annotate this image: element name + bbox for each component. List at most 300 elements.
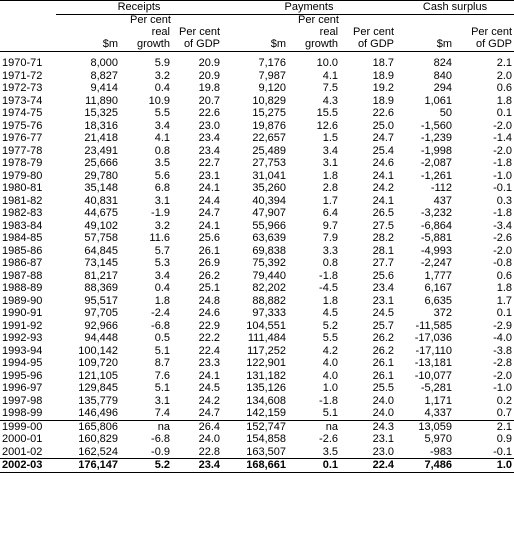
value-cell: 3.2 [154,219,170,232]
table-row [0,270,514,283]
value-cell: 5.1 [154,382,170,394]
value-cell: 1,777 [424,269,453,282]
table-row [0,295,514,308]
value-cell: 1.8 [322,169,339,182]
value-cell: 4.5 [322,307,339,319]
value-cell: 20.7 [198,94,221,107]
value-cell: 23.0 [372,445,395,458]
table-row [0,307,514,320]
value-cell: 22.2 [198,332,221,344]
value-cell: 64,845 [84,244,118,257]
value-cell: 1.0 [322,382,339,394]
value-cell: -2.9 [493,319,513,332]
value-cell: 4.3 [322,94,339,107]
value-cell: 7,486 [396,459,454,473]
value-cell: -1.9 [151,207,170,219]
year-cell: 1989-90 [2,294,43,307]
value-cell: 0.4 [154,282,170,294]
year-cell: 1975-76 [2,119,43,132]
table-row [0,195,514,208]
year-cell: 1971-72 [2,69,43,82]
value-cell: 24.2 [372,182,395,194]
table-row [0,420,514,433]
value-cell: 24.7 [198,207,221,219]
value-cell: 24.1 [198,182,221,194]
value-cell: 1.8 [496,94,513,107]
value-cell: 24.7 [372,132,395,144]
value-cell: -1.4 [493,132,513,144]
value-cell: 24.2 [198,394,221,407]
value-cell: -2.0 [493,369,513,382]
value-cell: 0.6 [496,82,513,94]
value-cell: 25,489 [252,144,287,157]
value-cell: 7.5 [322,82,339,94]
value-cell: -1.0 [493,382,513,394]
value-cell: 24.1 [198,369,221,382]
value-cell: 134,608 [246,394,287,407]
value-cell: 2.0 [496,69,513,82]
value-cell: 88,882 [252,294,287,307]
value-cell: -0.1 [493,182,513,194]
value-cell: 0.8 [322,257,339,269]
year-cell: 1988-89 [2,282,43,294]
value-cell: 0.3 [496,194,513,207]
value-cell: 4.0 [322,357,339,369]
value-cell: 3.2 [154,69,170,82]
value-cell: 0.1 [496,307,513,319]
value-cell: 146,496 [78,407,118,419]
value-cell: -2.8 [493,357,513,369]
value-cell: 22.6 [372,107,395,119]
value-cell: -10,077 [414,369,453,382]
value-cell: 4,337 [424,407,453,419]
table-row [0,320,514,333]
value-cell: 23.4 [198,132,221,144]
header-sub-row-1 [0,15,514,27]
value-cell: 26.1 [198,244,221,257]
value-cell: 131,182 [246,369,287,382]
payments-real-label: real [319,25,339,38]
value-cell: 4.1 [322,69,339,82]
value-cell: 49,102 [84,219,118,232]
value-cell: -983 [429,445,453,458]
year-cell: 1976-77 [2,132,43,144]
value-cell: 840 [433,69,453,82]
table-row [0,207,514,220]
unit-payments-growth: growth [288,38,340,52]
value-cell: -17,036 [414,332,453,344]
value-cell: 6,635 [424,294,453,307]
value-cell: 23.3 [198,357,221,369]
value-cell: 437 [433,194,453,207]
value-cell: 23,491 [84,144,118,157]
value-cell: 26.5 [372,207,395,219]
value-cell: 9,414 [90,82,118,94]
value-cell: 27.7 [372,257,395,269]
value-cell: 24.1 [372,194,395,207]
value-cell: -2,247 [420,257,453,269]
value-cell: 5.5 [154,107,170,119]
value-cell: 0.8 [154,144,170,157]
value-cell: 25.5 [372,382,395,394]
value-cell: -1,998 [420,144,453,157]
value-cell: 1.5 [322,132,339,144]
value-cell: 40,831 [84,194,118,207]
value-cell: 15,275 [252,107,287,119]
unit-receipts-m: $m [56,38,120,52]
receipts-real-label: real [151,25,170,38]
value-cell: 22,657 [252,132,287,144]
value-cell: 6.4 [322,207,339,219]
value-cell: -2.4 [151,307,170,319]
value-cell: 5.1 [154,344,170,357]
value-cell: 3.1 [322,157,339,169]
value-cell: -4,993 [420,244,453,257]
value-cell: 15.5 [316,107,339,119]
table-row [0,120,514,133]
value-cell: -2.0 [493,119,513,132]
value-cell: 5.6 [154,169,170,182]
table-row [0,220,514,233]
table-row [0,170,514,183]
value-cell: 22.6 [198,107,221,119]
value-cell: -1.8 [493,207,513,219]
value-cell: 294 [433,82,453,94]
value-cell: 5.5 [322,332,339,344]
value-cell: 2.1 [496,57,513,69]
value-cell: 35,260 [252,182,287,194]
value-cell: 47,907 [252,207,287,219]
value-cell: 29,780 [84,169,118,182]
year-cell: 2001-02 [2,445,43,458]
unit-receipts-growth: growth [120,38,172,52]
payments-pct2-label: Per cent [353,25,395,38]
table-body-total [0,459,514,473]
value-cell: 3.1 [154,394,170,407]
table-row [0,382,514,395]
value-cell: 97,333 [252,307,287,319]
value-cell: 40,394 [252,194,287,207]
value-cell: 24.8 [198,294,221,307]
year-cell: 1997-98 [2,394,43,407]
year-cell: 1981-82 [2,194,43,207]
value-cell: 22.4 [340,459,396,473]
value-cell: 79,440 [252,269,287,282]
value-cell: 1.8 [154,294,170,307]
year-cell: 1987-88 [2,269,43,282]
value-cell: 4.1 [154,132,170,144]
value-cell: 18,316 [84,119,118,132]
year-cell: 2002-03 [0,459,56,473]
value-cell: -112 [430,182,453,194]
value-cell: 4.0 [322,369,339,382]
value-cell: -1,261 [420,169,453,182]
value-cell: 11,890 [85,94,118,107]
value-cell: 10.0 [316,57,339,69]
table-row [0,82,514,95]
unit-receipts-gdp: of GDP [172,38,222,52]
value-cell: 63,639 [252,232,287,244]
value-cell: -6.8 [151,319,170,332]
year-cell: 1970-71 [2,57,43,69]
value-cell: -0.9 [151,445,170,458]
value-cell: 23.1 [372,433,395,445]
value-cell: 3.5 [154,157,170,169]
value-cell: 8,000 [90,57,118,69]
value-cell: 88,369 [84,282,118,294]
value-cell: -5,881 [420,232,453,244]
value-cell: 1.7 [322,194,339,207]
value-cell: 7,176 [258,57,287,69]
value-cell: 26.9 [198,257,221,269]
table-body-recent [0,420,514,459]
value-cell: 20.9 [198,57,221,69]
value-cell: -1.8 [493,157,513,169]
value-cell: 94,448 [84,332,118,344]
value-cell: 95,517 [84,294,118,307]
value-cell: 3.4 [154,119,170,132]
value-cell: 22.4 [198,344,221,357]
value-cell: 26.4 [172,420,222,433]
value-cell: 824 [433,57,453,69]
value-cell: 81,217 [84,269,118,282]
header-payments: Payments [222,1,396,15]
unit-payments-gdp: of GDP [340,38,396,52]
value-cell: 7,987 [258,69,287,82]
value-cell: -6.8 [151,433,170,445]
value-cell: 69,838 [252,244,287,257]
year-cell: 1979-80 [2,169,43,182]
value-cell: 35,148 [84,182,118,194]
table-row [0,459,514,473]
table-row [0,407,514,420]
value-cell: 27,753 [252,157,287,169]
value-cell: 22.8 [198,445,221,458]
value-cell: 9,120 [258,82,287,94]
value-cell: 55,966 [252,219,287,232]
value-cell: 7.6 [154,369,170,382]
value-cell: -2,087 [420,157,453,169]
year-cell: 1985-86 [2,244,43,257]
year-cell: 1986-87 [2,257,43,269]
value-cell: 73,145 [84,257,118,269]
value-cell: 117,252 [247,344,287,357]
value-cell: 23.4 [172,459,222,473]
table-row [0,232,514,245]
year-cell: 1972-73 [2,82,43,94]
value-cell: 2.8 [322,182,339,194]
table-row [0,182,514,195]
value-cell: 7.9 [322,232,339,244]
table-row [0,57,514,70]
table-row [0,70,514,83]
value-cell: -1.8 [319,269,339,282]
table-row [0,395,514,408]
value-cell: 25.6 [372,269,395,282]
value-cell: 24.5 [372,307,395,319]
receipts-pct-label: Per cent [130,14,171,26]
header-group-row [0,1,514,15]
value-cell: -3.4 [493,219,513,232]
value-cell: 111,484 [247,332,287,344]
value-cell: 24.6 [372,157,395,169]
value-cell: 3.5 [322,445,339,458]
unit-cash-m: $m [396,38,454,52]
value-cell: 142,159 [246,407,287,419]
unit-cash-gdp: of GDP [454,38,514,52]
value-cell: 109,720 [78,357,118,369]
value-cell: 12.6 [316,119,339,132]
value-cell: 24.0 [198,433,221,445]
value-cell: 5.9 [154,57,170,69]
unit-payments-m: $m [222,38,288,52]
value-cell: 121,105 [78,369,118,382]
value-cell: 0.6 [496,269,513,282]
value-cell: 24.3 [340,420,396,433]
value-cell: 5.7 [154,244,170,257]
value-cell: 8.7 [154,357,170,369]
value-cell: 22.7 [198,157,221,169]
value-cell: 129,845 [78,382,118,394]
value-cell: 25,666 [84,157,118,169]
value-cell: 75,392 [252,257,287,269]
value-cell: 25.4 [372,144,395,157]
value-cell: 2.1 [454,420,514,433]
value-cell: -1.8 [319,394,339,407]
value-cell: 23.0 [198,119,221,132]
header-cash-surplus: Cash surplus [396,1,514,15]
value-cell: 0.2 [496,394,513,407]
value-cell: -1,239 [420,132,453,144]
year-cell: 1999-00 [0,420,56,433]
value-cell: 1,061 [424,94,453,107]
value-cell: -3.8 [493,344,513,357]
value-cell: -4.0 [493,332,513,344]
year-cell: 1995-96 [2,369,43,382]
payments-pct-label: Per cent [298,14,339,26]
value-cell: -3,232 [420,207,453,219]
value-cell: 1,171 [424,394,453,407]
value-cell: na [120,420,172,433]
value-cell: 44,675 [84,207,118,219]
value-cell: 13,059 [396,420,454,433]
table-row [0,132,514,145]
table-row [0,257,514,270]
value-cell: 152,747 [222,420,288,433]
value-cell: 18.9 [372,94,395,107]
year-cell: 1980-81 [2,182,43,194]
year-cell: 1996-97 [2,382,43,394]
year-cell: 1982-83 [2,207,43,219]
table-row [0,245,514,258]
year-cell: 1990-91 [2,307,43,319]
value-cell: 26.2 [372,332,395,344]
value-cell: 19,876 [252,119,287,132]
value-cell: 104,551 [246,319,287,332]
value-cell: 15,325 [84,107,118,119]
value-cell: -13,181 [414,357,453,369]
value-cell: 4.2 [322,344,339,357]
value-cell: 24.0 [372,394,395,407]
value-cell: -4.5 [319,282,339,294]
table-row [0,332,514,345]
value-cell: 25.7 [372,319,395,332]
value-cell: 5.1 [322,407,339,419]
value-cell: 168,661 [222,459,288,473]
value-cell: 3.4 [154,269,170,282]
value-cell: 1.0 [454,459,514,473]
value-cell: 25.6 [198,232,221,244]
value-cell: -2.6 [319,433,339,445]
table-row [0,357,514,370]
table-row [0,157,514,170]
table-row [0,95,514,108]
value-cell: 176,147 [56,459,120,473]
value-cell: 28.1 [372,244,395,257]
year-cell: 1998-99 [2,407,43,419]
value-cell: 7.4 [154,407,170,419]
value-cell: 3.1 [154,194,170,207]
table-row [0,107,514,120]
year-cell: 1977-78 [2,144,43,157]
value-cell: 165,806 [56,420,120,433]
value-cell: 8,827 [90,69,118,82]
value-cell: 26.2 [372,344,395,357]
value-cell: 0.1 [496,107,513,119]
value-cell: 57,758 [84,232,118,244]
value-cell: 27.5 [372,219,395,232]
value-cell: 23.1 [372,294,395,307]
value-cell: 19.2 [372,82,395,94]
value-cell: 26.2 [198,269,221,282]
year-cell: 1993-94 [2,344,43,357]
value-cell: 0.5 [154,332,170,344]
value-cell: 162,524 [78,445,118,458]
value-cell: 25.1 [198,282,221,294]
year-cell: 1992-93 [2,332,43,344]
value-cell: 163,507 [246,445,287,458]
value-cell: 28.2 [372,232,395,244]
value-cell: 22.9 [198,319,221,332]
header-receipts: Receipts [56,1,222,15]
value-cell: 23.1 [198,169,221,182]
year-cell: 1983-84 [2,219,43,232]
value-cell: 19.8 [198,82,221,94]
value-cell: 24.0 [372,407,395,419]
value-cell: 135,126 [246,382,287,394]
year-cell: 1984-85 [2,232,43,244]
value-cell: 0.4 [154,82,170,94]
value-cell: 1.8 [496,282,513,294]
value-cell: -2.0 [493,144,513,157]
table-body-historical [0,57,514,420]
table-row [0,145,514,158]
table-row [0,370,514,383]
value-cell: -0.1 [493,445,513,458]
value-cell: 5.2 [120,459,172,473]
value-cell: -17,110 [415,344,453,357]
value-cell: 92,966 [84,319,118,332]
value-cell: 24.1 [198,219,221,232]
table-row [0,446,514,459]
year-cell: 1973-74 [2,94,43,107]
value-cell: 26.1 [372,357,395,369]
value-cell: -1.0 [493,169,513,182]
value-cell: 97,705 [84,307,118,319]
year-cell: 1978-79 [2,157,43,169]
value-cell: 21,418 [84,132,118,144]
value-cell: 1.7 [496,294,513,307]
